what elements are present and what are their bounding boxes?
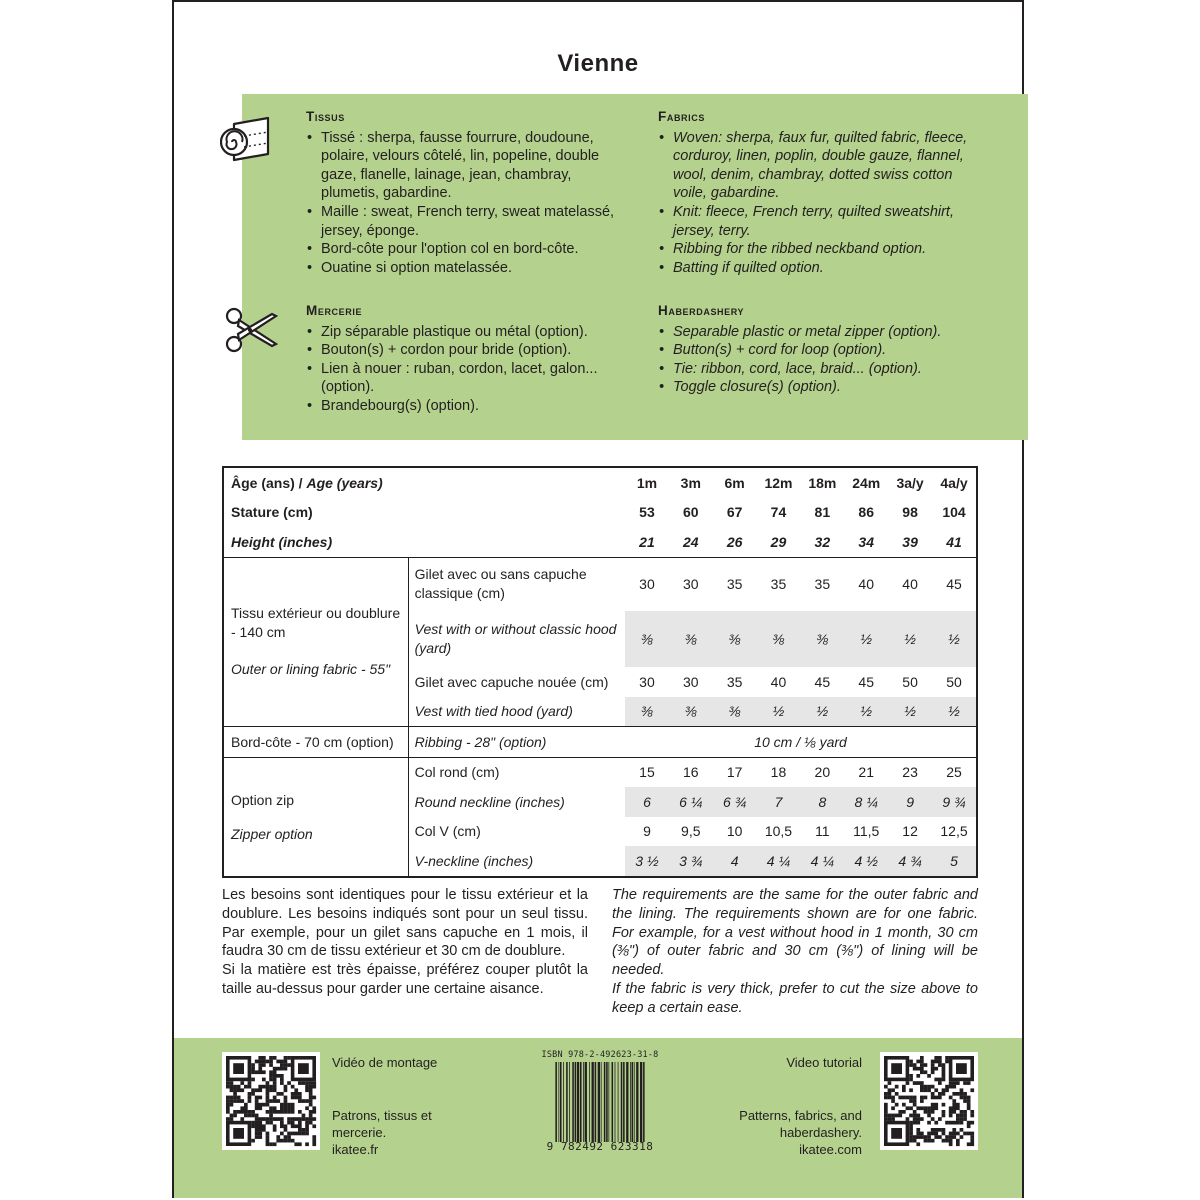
table-cell: 53 xyxy=(639,504,655,521)
table-cell: ½ xyxy=(844,697,888,727)
stature-label: Stature (cm) xyxy=(231,504,313,521)
scissors-icon xyxy=(224,306,280,354)
table-cell: 10 xyxy=(726,823,743,840)
table-cell: 4 xyxy=(713,846,757,877)
table-cell: 40 xyxy=(770,673,787,690)
table-row xyxy=(223,527,977,557)
haberdashery-en-heading: Haberdashery xyxy=(658,303,745,318)
table-cell: 40 xyxy=(888,557,932,611)
table-cell: 60 xyxy=(683,504,699,521)
table-cell: 4 ¼ xyxy=(800,846,844,877)
size-cell: 1m xyxy=(636,474,658,491)
table-cell: ⅜ xyxy=(669,697,713,727)
height-label: Height (inches) xyxy=(231,533,333,550)
table-cell: 45 xyxy=(932,557,977,611)
round-neck-fr-label: Col rond (cm) xyxy=(408,757,625,787)
haberdashery-fr-heading: Mercerie xyxy=(306,303,363,318)
haberdashery-item: • Lien à nouer : ruban, cordon, lacet, galon... (option). xyxy=(306,360,632,397)
table-row xyxy=(223,557,977,611)
table-cell: 18 xyxy=(757,757,801,787)
table-cell: 21 xyxy=(844,757,888,787)
table-cell: 29 xyxy=(770,533,787,550)
table-cell: 4 ¾ xyxy=(888,846,932,877)
table-cell: ⅜ xyxy=(713,697,757,727)
table-row xyxy=(223,757,977,787)
table-cell: 7 xyxy=(757,787,801,817)
table-cell: 11,5 xyxy=(853,823,880,840)
table-cell: 6 ¼ xyxy=(669,787,713,817)
table-cell: 9,5 xyxy=(681,823,701,840)
haberdashery-item: • Separable plastic or metal zipper (option). xyxy=(658,323,982,342)
table-cell: 10,5 xyxy=(764,823,793,840)
table-cell: 35 xyxy=(800,557,844,611)
table-cell: 3 ¾ xyxy=(669,846,713,877)
fabric-item: • Tissé : sherpa, fausse fourrure, doudoune, polaire, velours côtelé, lin, popeline, double gaze, flanelle, lainage, jean, chambray, plumetis, gabardine. xyxy=(306,129,632,203)
table-cell: 9 xyxy=(888,787,932,817)
fabric-item: • Maille : sweat, French terry, sweat matelassé, jersey, éponge. xyxy=(306,203,632,240)
haberdashery-item: • Bouton(s) + cordon pour bride (option). xyxy=(306,341,632,360)
haberdashery-item: • Toggle closure(s) (option). xyxy=(658,378,982,397)
table-cell: 41 xyxy=(946,533,962,550)
fabric-item: • Ribbing for the ribbed neckband option. xyxy=(658,240,982,259)
table-row xyxy=(223,727,977,758)
table-cell: 11 xyxy=(815,823,830,840)
note-paragraph: The requirements are the same for the outer fabric and the lining. The requirements shown are for one fabric. For example, for a vest without hood in 1 month, 30 cm (⅜") of outer fabric and 30 cm (⅜") of lining will be needed. xyxy=(612,887,978,979)
barcode-digits: 9 782492 623318 xyxy=(546,1140,654,1153)
size-cell: 12m xyxy=(764,474,793,491)
table-cell: 30 xyxy=(669,557,713,611)
fabric-roll-icon xyxy=(220,114,276,166)
ribbing-en-label: Ribbing - 28" (option) xyxy=(408,727,625,758)
page-title: Vienne xyxy=(557,50,639,77)
size-requirements-table xyxy=(222,466,978,878)
haberdashery-item: • Brandebourg(s) (option). xyxy=(306,397,632,416)
table-cell: 8 xyxy=(800,787,844,817)
table-cell: 35 xyxy=(726,673,743,690)
zipper-option-label: Option zip Zipper option xyxy=(223,757,408,877)
table-cell: ⅜ xyxy=(625,697,669,727)
table-cell: ½ xyxy=(932,697,977,727)
table-cell: 20 xyxy=(800,757,844,787)
haberdashery-item: • Zip séparable plastique ou métal (option). xyxy=(306,323,632,342)
vest-tied-en-label: Vest with tied hood (yard) xyxy=(414,703,573,720)
fabrics-en xyxy=(658,108,982,277)
table-cell: ⅜ xyxy=(713,611,757,667)
fabric-item: • Batting if quilted option. xyxy=(658,259,982,278)
video-tutorial-en: Video tutorial xyxy=(786,1055,862,1070)
note-paragraph: If the fabric is very thick, prefer to cut the size above to keep a certain ease. xyxy=(612,980,978,1016)
age-label: Âge (ans) / Age (years) xyxy=(231,474,383,491)
table-cell: 12 xyxy=(902,823,918,840)
table-cell: 86 xyxy=(858,504,874,521)
table-cell: 21 xyxy=(639,533,655,550)
table-cell: 32 xyxy=(814,533,831,550)
table-cell: 67 xyxy=(726,504,743,521)
fabrics-fr-heading: Tissus xyxy=(306,109,345,124)
table-cell: 34 xyxy=(858,533,874,550)
shop-text-fr: Patrons, tissus et mercerie. ikatee.fr xyxy=(332,1108,432,1157)
fabric-item: • Ouatine si option matelassée. xyxy=(306,259,632,278)
haberdashery-en xyxy=(658,302,982,397)
vest-tied-fr-label: Gilet avec capuche nouée (cm) xyxy=(414,673,609,690)
table-cell: ½ xyxy=(932,611,977,667)
v-neck-fr-label: Col V (cm) xyxy=(414,823,481,840)
shop-text-en: Patterns, fabrics, and haberdashery. ikatee.com xyxy=(739,1108,862,1157)
table-cell: 16 xyxy=(669,757,713,787)
table-cell: ⅜ xyxy=(757,611,801,667)
barcode-icon xyxy=(536,1062,664,1142)
table-cell: ½ xyxy=(800,697,844,727)
note-paragraph: Les besoins sont identiques pour le tissu extérieur et la doublure. Les besoins indiqués sont pour un seul tissu. Par exemple, pour un gilet sans capuche en 1 mois, il faudra 30 cm de tissu extérieur et 30 cm de doublure. xyxy=(222,887,588,960)
table-cell: 9 ¾ xyxy=(932,787,977,817)
video-tutorial-fr: Vidéo de montage xyxy=(332,1055,438,1070)
isbn-text: ISBN 978-2-492623-31-8 xyxy=(541,1050,659,1060)
table-cell: 6 xyxy=(625,787,669,817)
table-cell: 17 xyxy=(713,757,757,787)
table-cell: 24 xyxy=(683,533,699,550)
table-cell: 6 ¾ xyxy=(713,787,757,817)
notes-en xyxy=(612,886,978,1018)
table-cell: 8 ¼ xyxy=(844,787,888,817)
table-cell: ½ xyxy=(757,697,801,727)
table-cell: 12,5 xyxy=(940,823,968,840)
table-cell: ⅜ xyxy=(669,611,713,667)
table-cell: 39 xyxy=(902,533,918,550)
round-neck-en-label: Round neckline (inches) xyxy=(414,793,565,810)
site-link-en[interactable]: ikatee.com xyxy=(799,1142,862,1157)
note-paragraph: Si la matière est très épaisse, préférez couper plutôt la taille au-dessus pour garder une certaine aisance. xyxy=(222,962,588,997)
table-cell: 4 ½ xyxy=(844,846,888,877)
notes-fr xyxy=(222,886,588,999)
table-cell: 81 xyxy=(814,504,831,521)
table-cell: 50 xyxy=(902,673,918,690)
vest-classic-en-label: Vest with or without classic hood (yard) xyxy=(414,621,617,656)
haberdashery-item: • Button(s) + cord for loop (option). xyxy=(658,341,982,360)
haberdashery-item: • Tie: ribbon, cord, lace, braid... (option). xyxy=(658,360,982,379)
table-cell: 98 xyxy=(902,504,918,521)
table-cell: 74 xyxy=(770,504,787,521)
outer-fabric-label: Tissu extérieur ou doublure - 140 cm Outer or lining fabric - 55" xyxy=(223,557,408,727)
table-row xyxy=(223,467,977,498)
table-cell: 26 xyxy=(726,533,743,550)
size-cell: 3a/y xyxy=(896,474,924,491)
table-cell: 40 xyxy=(844,557,888,611)
table-cell: 35 xyxy=(713,557,757,611)
size-cell: 3m xyxy=(680,474,701,491)
vest-classic-fr-label: Gilet avec ou sans capuche classique (cm) xyxy=(408,557,625,611)
fabric-item: • Woven: sherpa, faux fur, quilted fabric, fleece, corduroy, linen, poplin, double gauze, flannel, wool, denim, chambray, dotted swiss cotton voile, gabardine. xyxy=(658,129,982,203)
table-cell: ½ xyxy=(844,611,888,667)
table-cell: 30 xyxy=(625,557,669,611)
size-cell: 24m xyxy=(852,474,881,491)
table-cell: 35 xyxy=(757,557,801,611)
fabrics-fr xyxy=(306,108,632,277)
size-cell: 18m xyxy=(808,474,837,491)
qr-code-icon[interactable] xyxy=(880,1052,978,1150)
table-cell: 104 xyxy=(942,504,966,521)
table-cell: ½ xyxy=(888,697,932,727)
site-link-fr[interactable]: ikatee.fr xyxy=(332,1142,379,1157)
fabrics-en-heading: Fabrics xyxy=(658,109,705,124)
table-row xyxy=(223,498,977,528)
table-cell: 15 xyxy=(625,757,669,787)
table-cell: ⅜ xyxy=(625,611,669,667)
fabric-item: • Knit: fleece, French terry, quilted sweatshirt, jersey, terry. xyxy=(658,203,982,240)
table-cell: 3 ½ xyxy=(625,846,669,877)
v-neck-en-label: V-neckline (inches) xyxy=(414,852,534,869)
fabric-item: • Bord-côte pour l'option col en bord-côte. xyxy=(306,240,632,259)
table-cell: 45 xyxy=(858,673,874,690)
pattern-back-cover xyxy=(172,0,1024,1198)
table-cell: 5 xyxy=(932,846,977,877)
qr-code-icon[interactable] xyxy=(222,1052,320,1150)
table-cell: 30 xyxy=(683,673,699,690)
table-cell: ½ xyxy=(888,611,932,667)
table-cell: ⅜ xyxy=(800,611,844,667)
table-cell: 4 ¼ xyxy=(757,846,801,877)
size-cell: 6m xyxy=(724,474,745,491)
table-cell: 25 xyxy=(932,757,977,787)
ribbing-value: 10 cm / ⅛ yard xyxy=(625,727,977,758)
table-cell: 45 xyxy=(814,673,831,690)
table-cell: 23 xyxy=(888,757,932,787)
table-cell: 30 xyxy=(639,673,655,690)
haberdashery-fr xyxy=(306,302,632,416)
table-cell: 50 xyxy=(946,673,962,690)
size-cell: 4a/y xyxy=(940,474,968,491)
ribbing-fr-label: Bord-côte - 70 cm (option) xyxy=(223,727,408,758)
table-cell: 9 xyxy=(643,823,651,840)
